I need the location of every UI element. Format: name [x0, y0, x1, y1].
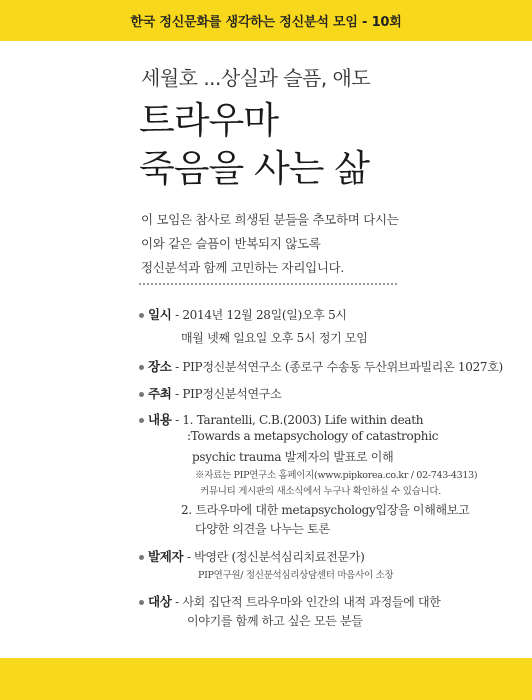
bullet-icon [139, 555, 144, 560]
detail-content-note-line1: ※자료는 PIP연구소 홈페이지(www.pipkorea.co.kr / 02-743-4313) [195, 470, 478, 481]
detail-presenter [139, 547, 364, 565]
detail-content-note-line2: 커뮤니티 게시판의 새소식에서 누구나 확인하실 수 있습니다. [200, 486, 441, 497]
detail-date-label: 일시 [148, 307, 172, 322]
detail-content-item1-line2: :Towards a metapsychology of catastrophic [187, 429, 439, 443]
detail-venue-label: 장소 [148, 359, 172, 374]
detail-audience-value-line2: 이야기를 함께 하고 싶은 모든 분들 [187, 614, 363, 628]
header-banner [0, 0, 532, 41]
detail-host [139, 384, 281, 402]
detail-content-item1-line3: psychic trauma 발제자의 발표로 이해 [192, 450, 394, 464]
bullet-icon [139, 600, 144, 605]
detail-date [139, 305, 347, 323]
title-line-1: 트라우마 [139, 99, 278, 142]
footer-banner [0, 658, 532, 700]
detail-host-value: - PIP정신분석연구소 [175, 387, 282, 401]
detail-audience [139, 592, 441, 610]
bullet-icon [139, 392, 144, 397]
detail-content [139, 410, 423, 428]
title-line-2: 죽음을 사는 삶 [139, 147, 369, 190]
detail-venue [139, 357, 503, 375]
bullet-icon [139, 365, 144, 370]
detail-content-item2-line1: 2. 트라우마에 대한 metapsychology입장을 이해해보고 [181, 503, 470, 517]
divider [139, 283, 397, 285]
header-text: 한국 정신문화를 생각하는 정신분석 모임 - 10회 [130, 15, 402, 30]
subtitle: 세월호 ...상실과 슬픔, 애도 [141, 66, 371, 90]
detail-date-note: 매월 넷째 일요일 오후 5시 정기 모임 [181, 331, 368, 345]
detail-content-item2-line2: 다양한 의견을 나누는 토론 [195, 522, 330, 536]
detail-presenter-value: - 박영란 (정신분석심리치료전문가) [186, 550, 365, 564]
detail-venue-value: - PIP정신분석연구소 (종로구 수송동 두산위브파빌리온 1027호) [175, 360, 503, 374]
detail-host-label: 주최 [148, 386, 172, 401]
detail-content-item1-line1: - 1. Tarantelli, C.B.(2003) Life within death [175, 413, 424, 427]
detail-date-value: - 2014년 12월 28일(일)오후 5시 [175, 308, 347, 322]
detail-content-label: 내용 [148, 412, 172, 427]
intro-line-3: 정신분석과 함께 고민하는 자리입니다. [141, 260, 345, 275]
detail-presenter-label: 발제자 [148, 549, 184, 564]
bullet-icon [139, 313, 144, 318]
detail-audience-label: 대상 [148, 594, 172, 609]
intro-line-2: 이와 같은 슬픔이 반복되지 않도록 [141, 236, 321, 251]
detail-audience-value: - 사회 집단적 트라우마와 인간의 내적 과정들에 대한 [175, 595, 441, 609]
bullet-icon [139, 418, 144, 423]
intro-line-1: 이 모임은 참사로 희생된 분들을 추모하며 다시는 [141, 212, 399, 227]
detail-presenter-note: PIP연구원/ 정신분석심리상담센터 마음사이 소장 [198, 570, 394, 581]
